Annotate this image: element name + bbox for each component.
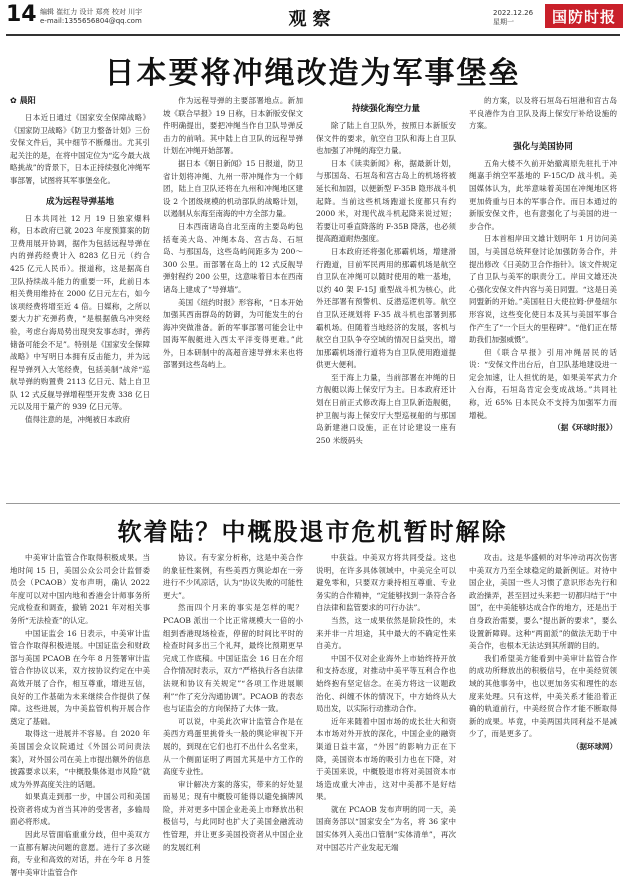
date: 2022.12.26 bbox=[493, 9, 534, 17]
paragraph: 取得这一进展并不容易。自 2020 年美国国会众议院通过《外国公司问责法案》，对外国公司在美上市提出额外的信息披露要求以来，“中概股集体退市风险”就成为外界高度关注的话题。 bbox=[10, 729, 150, 789]
paragraph: 中获益。中美双方将共同受益。这也说明，在许多具体领域中，中美完全可以避免零和，只要双方秉持相互尊重、专业务实的合作精神，“定能够找到一条符合各自法律和监管要求的可行办法”。 bbox=[316, 553, 456, 613]
article1-column-2 bbox=[163, 95, 303, 495]
paragraph: 当然，这一成果依然是阶段性的，未来并非一片坦途，其中最大的不确定性来自美方。 bbox=[316, 615, 456, 651]
paragraph: 除了陆上自卫队外，按照日本新版安保文件的要求，航空自卫队和海上自卫队也加强了冲绳的海空力量。 bbox=[316, 121, 456, 156]
subheading: 持续强化海空力量 bbox=[351, 104, 420, 114]
article1-column-3 bbox=[316, 95, 456, 495]
paragraph: 我们希望美方能看到中美审计监管合作的成功所释放出的积极信号，在中美经贸领域的其他事务中，也以更加务实和理性的态度来处理。只有这样，中美关系才能沿着正确的轨道前行，中美经贸合作才能不断取得新的成果。毕竟，中美两国共同利益不是减少了，而是更多了。 bbox=[469, 653, 617, 739]
article2-headline: 软着陆？中概股退市危机暂时解除 bbox=[117, 518, 508, 546]
article2-column-2 bbox=[163, 552, 303, 856]
paragraph: 日本《读卖新闻》称，据最新计划，与那国岛、石垣岛和宫古岛上的机场将被延长和加固，以便新型 F-35B 隐形战斗机起降。当前这些机场跑道长度都只有约 2000 米，对现代战斗机起降来说过短；若要让可垂直降落的 F-35B 降落，也必须提高跑道耐热强度。 bbox=[316, 158, 456, 244]
bullet-icon: ✿ bbox=[10, 96, 17, 105]
paragraph: 值得注意的是，冲绳被日本政府 bbox=[25, 415, 130, 425]
paragraph: 作为远程导弹的主要部署地点。新加坡《联合早报》19 日称，日本新版安保文件明确提出，要把冲绳当作自卫队导弹反击力的前哨。其中陆上自卫队的远程导弹计划在冲绳开始部署。 bbox=[163, 96, 303, 156]
article2-column-1 bbox=[10, 552, 150, 877]
paragraph: 日本西南诸岛自北至南的主要岛屿包括奄美大岛、冲绳本岛、宫古岛、石垣岛、与那国岛，这些岛屿间距多为 200～300 公里。而部署在岛上的 12 式反舰导弹射程约 200 公里，这意味着日本在西南诸岛上建成了“导弹墙”。 bbox=[163, 221, 303, 294]
paragraph: 的方案，以及将石垣岛石垣港和宫古岛平良港作为自卫队及海上保安厅补给设施的方案。 bbox=[469, 96, 617, 131]
newspaper-logo: 国防时报 bbox=[545, 4, 623, 28]
subheading: 强化与美国协同 bbox=[513, 141, 573, 152]
article-divider bbox=[6, 503, 620, 504]
paragraph: 可以说，中美此次审计监管合作是在美西方鸡蛋里挑骨头一般的舆论审视下开展的，到现在它们也打不出什么名堂来，从一个侧面证明了两国尤其是中方工作的高度专业性。 bbox=[163, 716, 303, 777]
paragraph: 据日本《朝日新闻》15 日报道，防卫省计划将冲绳、九州一带冲绳作为一个师团，陆上自卫队还将在九州和冲绳地区建设 2 个团级规模的机动部队的战略计划，以遏制从东海至南海的中方全部力量。 bbox=[163, 158, 303, 219]
paragraph: 日本近日通过《国家安全保障战略》《国家防卫战略》《防卫力整备计划》三份安保文件后，其中细节不断爆出。尤其引起关注的是，在将中国定位为“迄今最大战略挑战”的背景下，日本正持续强化冲绳军事部署，试图将其军事堡垒化。 bbox=[10, 113, 150, 185]
article1-column-4 bbox=[469, 95, 617, 495]
paragraph: 中国不仅对企业海外上市始终持开放和支持态度，对推动中美平等互利合作也始终抱有坚定信念。在美方将这一议题政治化、纠缠不休的情况下，中方始终从大局出发，以实际行动推动合作。 bbox=[316, 653, 456, 714]
article1-column-1 bbox=[10, 95, 150, 495]
paragraph: 然而四个月来的事实是怎样的呢？PCAOB 派出一个比正常规模大一倍的小组到香港现场检查，停留的时间比平时的检查时间多出三个礼拜，最终比预期更早完成工作底稿。中国证监会 16 日在介绍合作情况时表示，双方“严格执行各自法律法规和协议有关规定”“各项工作进展顺利”“作了充分沟通协调”。PCAOB 的表态也与证监会的方向保持了大体一致。 bbox=[163, 603, 303, 714]
editor-email: e-mail:1355656804@qq.com bbox=[40, 17, 142, 25]
author-name: 晨阳 bbox=[19, 96, 36, 105]
paragraph: 但《联合早报》引用冲绳居民的话说：“安保文件出台后，自卫队基地建设进一定会加速，让人担忧的是，如果美军武力介入台海，石垣岛肯定会变成战场。”共同社称，近 65% 日本民众不支持为加强军力而增税。 bbox=[469, 347, 617, 420]
page-header bbox=[0, 0, 625, 34]
source-credit: （据《环球时报》） bbox=[553, 423, 617, 433]
subheading: 成为远程导弹基地 bbox=[45, 196, 114, 207]
issue-date bbox=[493, 9, 533, 27]
source-credit: （据环球网） bbox=[572, 741, 617, 751]
paragraph: 协议。有专家分析称，这是中美合作的象征性案例，有些美西方舆论却在一旁进行不少风凉话，认为“协议失败的可能性更大”。 bbox=[163, 553, 303, 600]
paragraph: 美国《纽约时报》形容称，“日本开始加强其西南群岛的防御，为可能发生的台海冲突做准备。新的军事部署可能会让中国海军舰艇进入西太平洋变得更难。”此外，日本研制中的高超音速导弹未来也将部署到这些岛屿上。 bbox=[163, 297, 303, 370]
page-number: 14 bbox=[6, 2, 37, 27]
paragraph: 五角大楼不久前开始撤离原先驻扎于冲绳嘉手纳空军基地的 F-15C/D 战斗机。美国媒体认为，此举意味着美国在冲绳地区将更加倚重与日本的军事合作。而日本通过的新版安保文件，也有意强化了与美国的进一步合作。 bbox=[469, 158, 617, 231]
article1-headline: 日本要将冲绳改造为军事堡垒 bbox=[104, 56, 521, 91]
editor-credits: 编辑 崔红力 设计 郑亮 校对 川宇 bbox=[40, 8, 143, 16]
paragraph: 因此尽管面临重重分歧，但中美双方一直都有解决问题的意愿。进行了多次磋商，专业和高效的对话，并在今年 8 月签署中美审计监管合作 bbox=[10, 830, 150, 877]
paragraph: 日本政府还将强化那霸机场，增建滑行跑道，目前军民两用的那霸机场是航空自卫队在冲绳可以随时使用的唯一基地，以约 40 架 F-15J 重型战斗机为核心，此外还部署有预警机、反潜巡逻机等。航空自卫队还规划将 F-35 战斗机也部署到那霸机场。但随着当地经济的发展，客机与航空自卫队争夺空域的情况日益突出，增加那霸机场滑行道将为自卫队使用跑道提供更大便利。 bbox=[316, 246, 456, 370]
paragraph: 中美审计监管合作取得积极成果。当地时间 15 日，美国公众公司会计监督委员会（PCAOB）发布声明，确认 2022 年度可以对中国内地和香港会计师事务所完成检查和调查，撤销 2021 年对相关事务所“无法检查”的认定。 bbox=[10, 553, 150, 625]
section-title: 观察 bbox=[288, 9, 337, 30]
author-byline bbox=[10, 95, 150, 106]
header-rule bbox=[6, 34, 620, 36]
paragraph: 至于海上力量，当前部署在冲绳的日方舰艇以海上保安厅为主。日本政府还计划在日前正式修改海上自卫队新造舰艇，护卫舰与海上保安厅大型巡视船的与那国岛新建港口设施，正在讨论建设一座有 250 米级码头 bbox=[316, 372, 456, 445]
article2-column-3 bbox=[316, 552, 456, 856]
paragraph: 如果真走到那一步，中国公司和美国投资者将成为首当其冲的受害者，多输局面必将形成。 bbox=[10, 792, 150, 827]
paragraph: 日本首相岸田文雄计划明年 1 月访问美国，与美国总统拜登讨论加强防务合作，并提出修改《日美防卫合作指针》。该文件规定了自卫队与美军的职责分工。岸田文雄还决心强化安保文件内容与美日同盟。“这是日美同盟新的开始。”美国驻日大使拉姆·伊曼纽尔形容说，这些变化使日本及其与美国军事合作产生了“一个巨大的里程碑”。“他们正在帮助我们加强威慑”。 bbox=[469, 234, 617, 345]
article2-column-4 bbox=[469, 552, 617, 856]
paragraph: 审计解决方案的落实，带来的好处显而易见；现有中概股可能得以避免摘牌风险，并对更多中国企业赴美上市释放出积极信号，与此同时也扩大了美国金融流动性管理，并让更多美国投资者从中国企业的发展红利 bbox=[163, 779, 303, 852]
paragraph: 近年来随着中国市场的成长壮大和资本市场对外开放的深化，中国企业的融资渠道日益丰富，“外因”的影响力正在下降，美国资本市场的吸引力也在下降，对于美国来说，中概股退市将对美国资本市场造成重大冲击，这对中美都不是好结果。 bbox=[316, 716, 456, 802]
weekday: 星期一 bbox=[493, 18, 514, 26]
paragraph: 中国证监会 16 日表示，中美审计监管合作取得积极进展。中国证监会和财政部与美国 PCAOB 在今年 8 月签署审计监管合作协议以来，双方按协议约定在中美高效开展了合作，相互尊重，增进互信，良好的工作基础为未来继续合作提供了保障。这些进展，为中美监管机构开展合作奠定了基础。 bbox=[10, 628, 150, 726]
paragraph: 就在 PCAOB 发布声明的同一天，美国商务部以“国家安全”为名，将 36 家中国实体列入美出口管制“实体清单”，再次对中国芯片产业发起无端 bbox=[316, 804, 456, 852]
paragraph: 日本共同社 12 月 19 日独家爆料称，日本政府已就 2023 年度预算案的防卫费用展开协调，据作为包括远程导弹在内的弹药经费计入 8283 亿日元（约合 425 亿元人民币）。报道称，这是据高自卫队持续战斗能力的重要一环，此前日本相关费用维持在 2000 亿日元左右，如今该项经费将增至近 4 倍。日媒称，之所以要大力扩充弹药费，“是根据俄乌冲突经验，考虑台海局势出现突发事态时，弹药储备可能会不足”。特别是《国家安全保障战略》中写明日本拥有反击能力，并为远程导弹列入大笔经费，包括美制“战斧“巡航导弹的购置费 2113 亿日元、陆上自卫队 12 式反舰导弹增程型开发费 338 亿日元以及用于量产的 939 亿日元等。 bbox=[10, 213, 150, 412]
paragraph: 攻击。这是华盛顿的对华冲动再次伤害中美双方乃至全球稳定的最新例证。对待中国企业，美国一些人习惯了意识形态先行和政治操弄，甚至回过头来把一切都归结于“中国”，在中美能够达成合作的地方，还是出于自身政治需要，要么“提出新的要求”，要么设置新障碍。这种“两面派”的做法无助于中美合作，也根本无法达到其所谓的目的。 bbox=[469, 553, 617, 651]
